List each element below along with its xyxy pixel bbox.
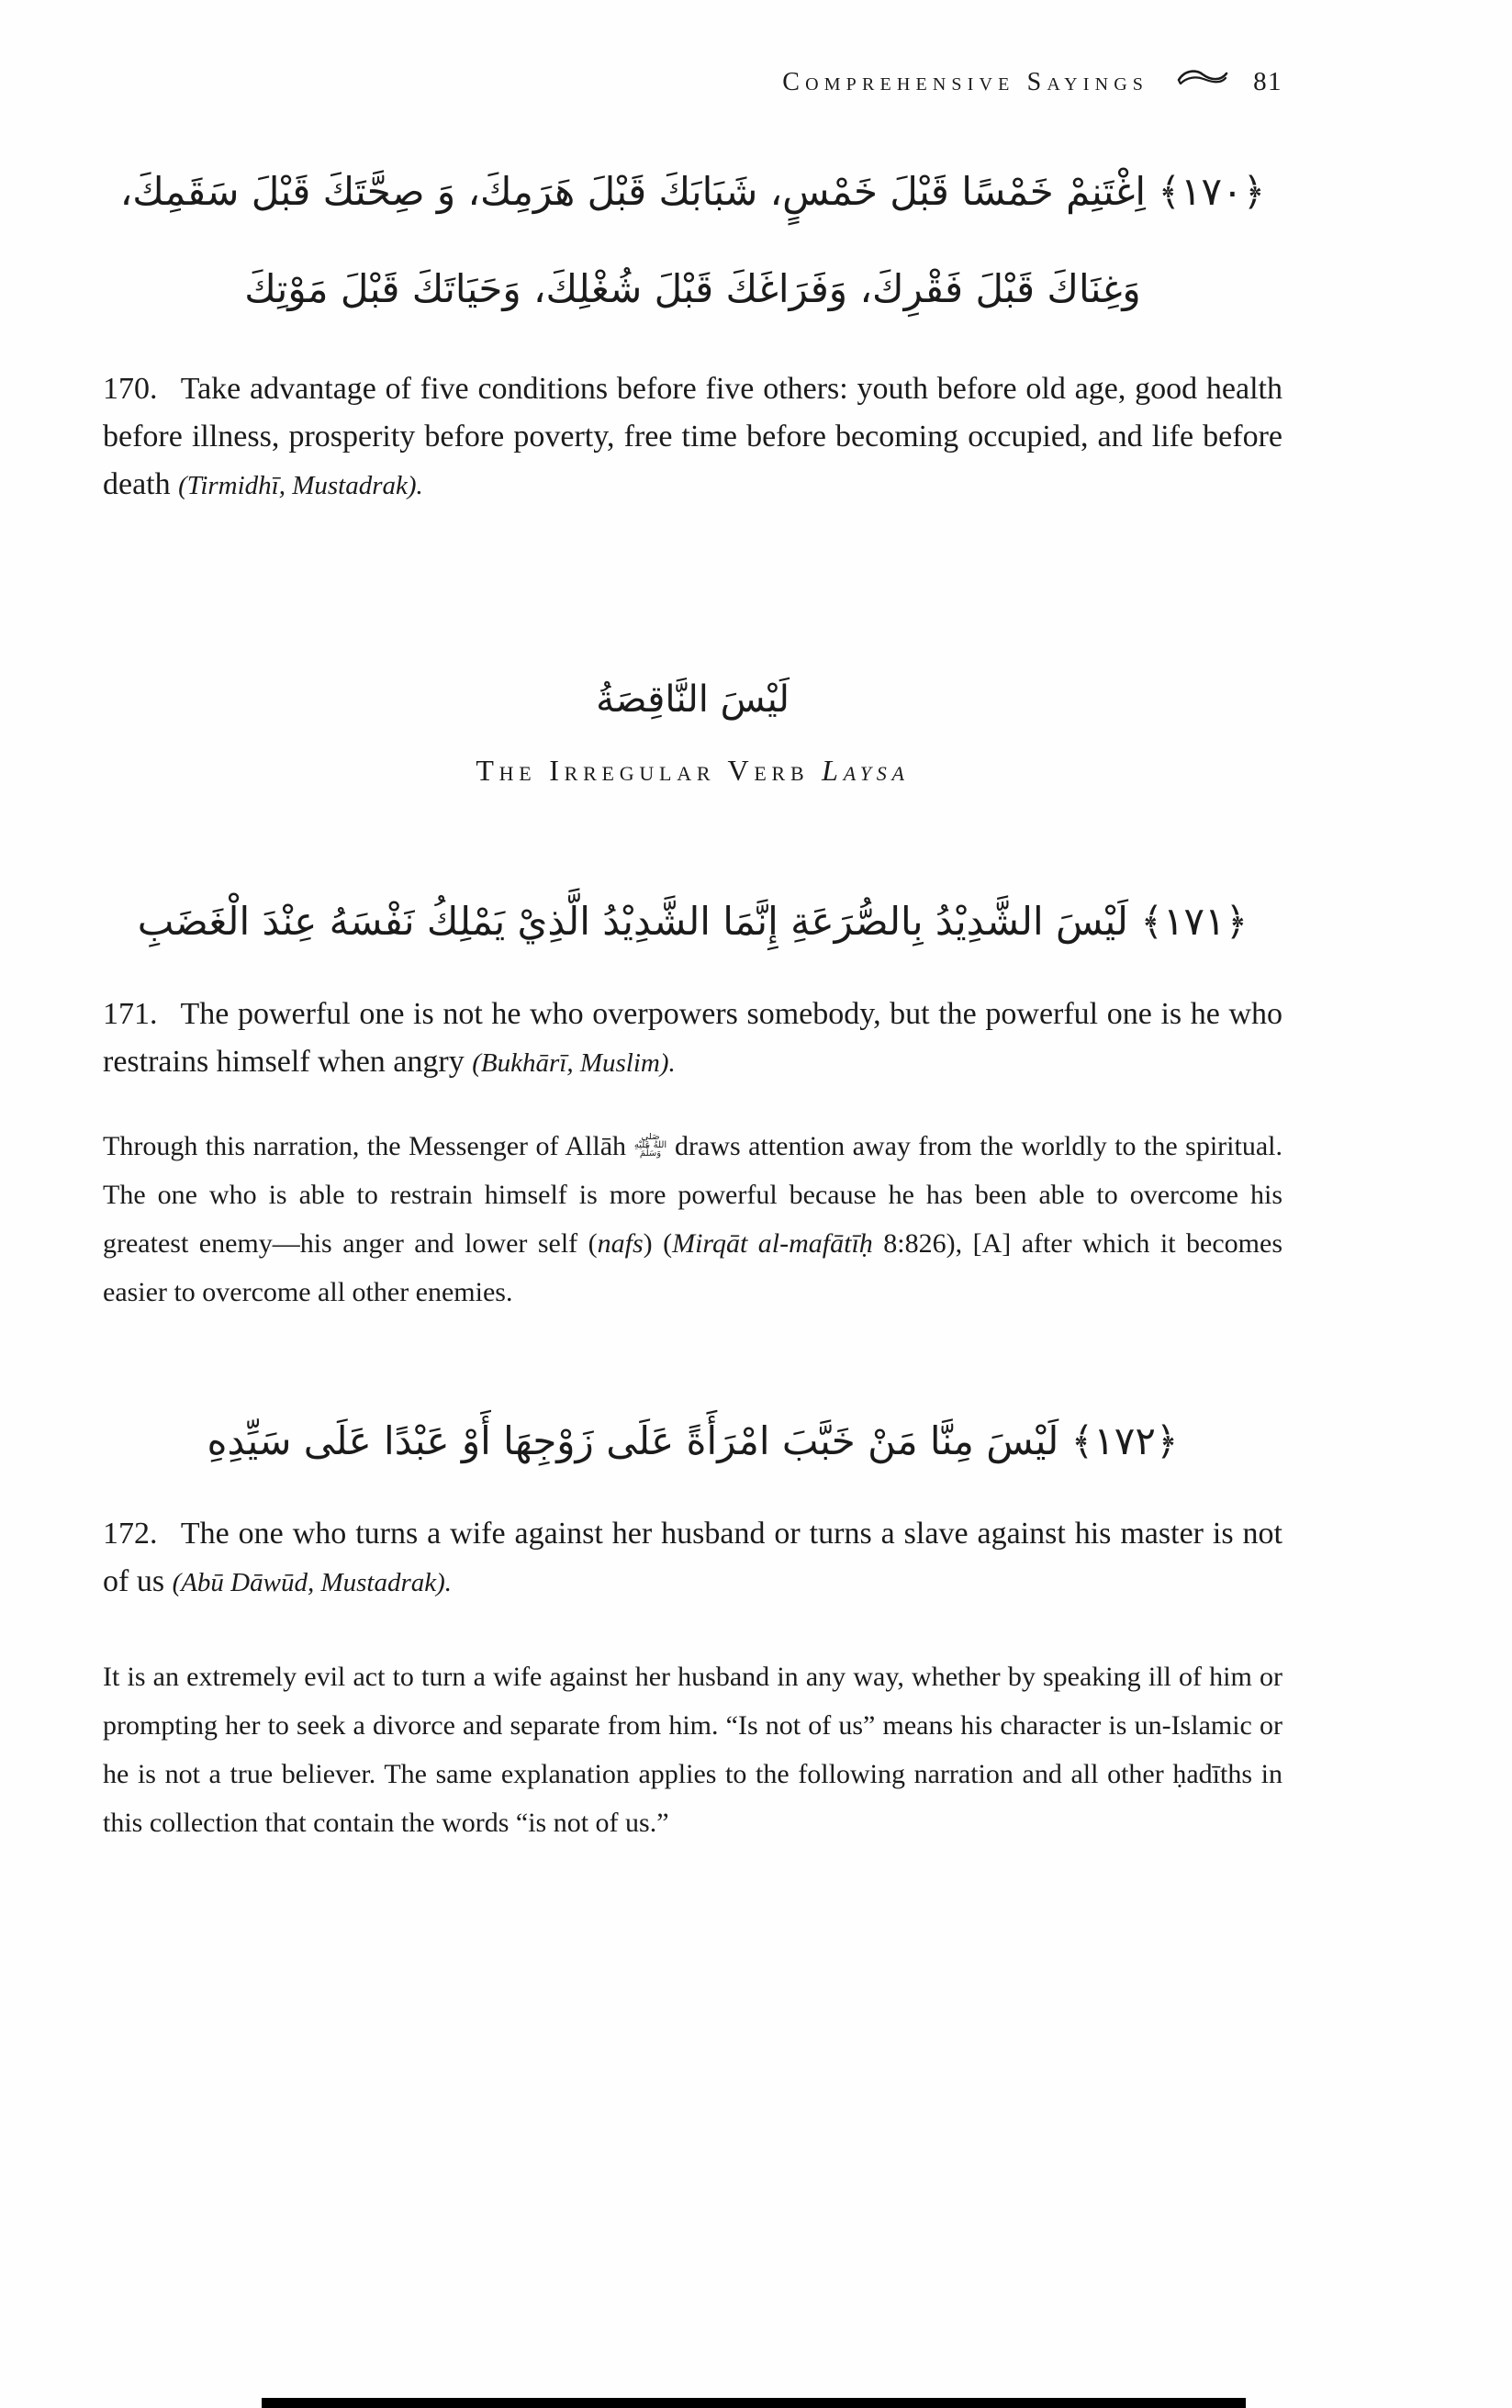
commentary-paragraph-172: It is an extremely evil act to turn a wife against her husband in any way, whether by speaking ill of him or prompting her to seek a divorce and separate from him. “Is not of us” means his character is un-Islamic or he is not a true believer. The same explanation applies to the following narration and all other ḥadīths in this collection that contain the words “is not of us.” [103,1662,1282,1838]
hadith-translation-172 [103,1510,1282,1607]
section-heading-text: The Irregular Verb [476,754,810,787]
pbuh-honorific-glyph: صَلَّى اللهُ عَلَيْهِ وَسَلَّمَ [633,1133,667,1159]
hadith-number: 171. [103,997,158,1031]
hadith-number: 170. [103,372,158,406]
hadith-translation-171 [103,991,1282,1087]
hadith-arabic-172: ﴿١٧٢﴾ لَيْسَ مِنَّا مَنْ خَبَّبَ امْرَأَةً عَلَى زَوْجِهَا أَوْ عَبْدًا عَلَى سَيِّدِهِ [207,1418,1179,1463]
text-block [103,0,1282,1875]
book-title-italic: Mirqāt al-mafātīḥ [672,1228,873,1259]
translation-text: Take advantage of five conditions before five others: youth before old age, good health before illness, prosperity before poverty, free time before becoming occupied, and life before death [103,372,1282,501]
section-heading-arabic: لَيْسَ النَّاقِصَةُ [596,678,790,721]
translation-text: The one who turns a wife against her husband or turns a slave against his master is not of us [103,1517,1283,1598]
commentary-text: Through this narration, the Messenger of Allāh [103,1131,634,1161]
hadith-number: 172. [103,1517,158,1551]
swash-ornament-icon [1176,66,1229,95]
commentary-text: 8:826), [A] after which it becomes easier to overcome all other enemies. [103,1228,1283,1307]
section-heading-english [103,754,1282,788]
running-header-title: Comprehensive Sayings [782,68,1149,96]
term-italic: nafs [597,1228,644,1259]
source-citation: (Bukhārī, Muslim). [472,1048,676,1078]
scan-artifact-bar [262,2398,1246,2408]
page-number: 81 [1253,67,1282,96]
source-citation: (Abū Dāwūd, Mustadrak). [172,1568,453,1597]
commentary-text: draws attention away from the worldly to the spiritual. The one who is able to restrain himself is more powerful because he has been able to overcome his greatest enemy—his anger and lower self ( [103,1131,1282,1259]
hadith-translation-170 [103,365,1282,510]
running-header [103,66,1282,97]
translation-text: The powerful one is not he who overpowers somebody, but the powerful one is he who restrains himself when angry [103,997,1283,1079]
section-heading-term: Laysa [822,754,910,787]
commentary-paragraph-171 [103,1122,1282,1316]
hadith-arabic-170: ﴿١٧٠﴾ اِغْتَنِمْ خَمْسًا قَبْلَ خَمْسٍ، شَبَابَكَ قَبْلَ هَرَمِكَ، وَ صِحَّتَكَ قَبْلَ سَقَمِكَ، وَغِنَاكَ قَبْلَ فَقْرِكَ، وَفَرَاغَكَ قَبْلَ شُغْلِكَ، وَحَيَاتَكَ قَبْلَ مَوْتِكَ [119,169,1266,311]
source-citation: (Tirmidhī, Mustadrak). [178,471,423,500]
hadith-arabic-171: ﴿١٧١﴾ لَيْسَ الشَّدِيْدُ بِالصُّرَعَةِ إِنَّمَا الشَّدِيْدُ الَّذِيْ يَمْلِكُ نَفْسَهُ عِنْدَ الْغَضَبِ [137,899,1249,944]
commentary-text: ) ( [643,1228,673,1259]
